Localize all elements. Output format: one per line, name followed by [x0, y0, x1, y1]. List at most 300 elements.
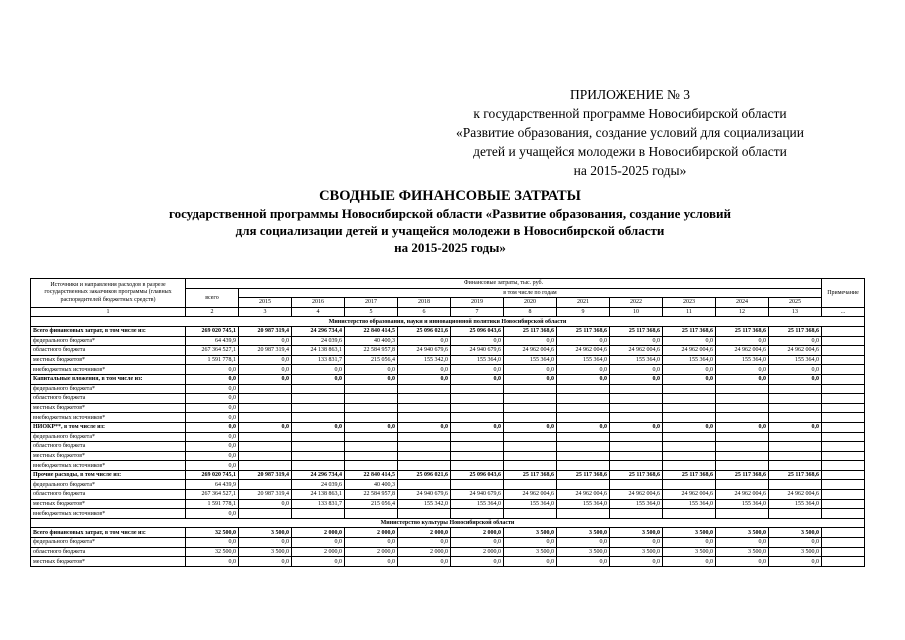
row-label: Капитальные вложения, в том числе из:	[31, 374, 186, 384]
row-year-value: 0,0	[239, 538, 292, 548]
row-year-value: 24 940 679,6	[451, 490, 504, 500]
row-year-value: 3 500,0	[716, 528, 769, 538]
row-year-value: 25 117 368,6	[504, 470, 557, 480]
row-year-value	[504, 461, 557, 471]
row-year-value: 0,0	[716, 336, 769, 346]
row-year-value	[557, 403, 610, 413]
header-by-year: в том числе по годам	[239, 288, 822, 298]
row-year-value	[292, 413, 345, 423]
row-year-value	[610, 403, 663, 413]
row-year-value	[716, 451, 769, 461]
header-total: всего	[186, 288, 239, 307]
title-line: на 2015-2025 годы»	[394, 240, 506, 255]
table-row	[31, 509, 865, 519]
title-line: для социализации детей и учащейся молодежи в Новосибирской области	[235, 223, 665, 238]
row-year-value: 0,0	[239, 365, 292, 375]
header-year: 2019	[451, 298, 504, 308]
row-year-value: 3 500,0	[663, 528, 716, 538]
row-year-value	[451, 413, 504, 423]
row-year-value: 0,0	[292, 374, 345, 384]
header-note: Примечание	[822, 279, 865, 308]
row-year-value	[769, 403, 822, 413]
row-year-value	[504, 480, 557, 490]
row-total: 0,0	[186, 374, 239, 384]
row-year-value: 155 364,0	[663, 499, 716, 509]
row-year-value: 24 962 004,6	[504, 490, 557, 500]
table-row	[31, 451, 865, 461]
row-year-value	[239, 480, 292, 490]
document-title	[40, 188, 860, 256]
row-year-value	[451, 480, 504, 490]
row-year-value: 0,0	[557, 336, 610, 346]
row-year-value: 0,0	[557, 538, 610, 548]
row-year-value: 25 117 368,6	[716, 326, 769, 336]
row-year-value	[504, 509, 557, 519]
row-year-value: 24 138 863,1	[292, 346, 345, 356]
row-year-value: 133 831,7	[292, 355, 345, 365]
table-row	[31, 557, 865, 567]
row-year-value	[663, 480, 716, 490]
table-row	[31, 355, 865, 365]
row-year-value	[504, 384, 557, 394]
row-year-value	[239, 432, 292, 442]
row-year-value	[292, 394, 345, 404]
row-year-value	[557, 384, 610, 394]
header-column-number: 10	[610, 307, 663, 317]
row-year-value	[451, 384, 504, 394]
table-row	[31, 346, 865, 356]
row-year-value: 155 342,0	[398, 355, 451, 365]
table-row	[31, 547, 865, 557]
row-year-value: 3 500,0	[610, 547, 663, 557]
table-row	[31, 461, 865, 471]
row-year-value	[504, 432, 557, 442]
row-year-value	[292, 384, 345, 394]
appendix-line: ПРИЛОЖЕНИЕ № 3	[569, 87, 691, 102]
table-row	[31, 326, 865, 336]
row-year-value: 0,0	[504, 365, 557, 375]
row-year-value	[769, 442, 822, 452]
table-row	[31, 490, 865, 500]
row-year-value	[610, 509, 663, 519]
row-year-value	[504, 442, 557, 452]
header-year: 2020	[504, 298, 557, 308]
row-label: федерального бюджета*	[31, 538, 186, 548]
row-year-value: 2 000,0	[398, 547, 451, 557]
row-year-value	[451, 403, 504, 413]
row-note	[822, 355, 865, 365]
row-year-value: 0,0	[292, 422, 345, 432]
header-year: 2016	[292, 298, 345, 308]
row-year-value	[716, 442, 769, 452]
header-column-number: 1	[31, 307, 186, 317]
row-year-value: 2 000,0	[345, 547, 398, 557]
table-row	[31, 403, 865, 413]
row-year-value: 25 117 368,6	[557, 326, 610, 336]
row-note	[822, 394, 865, 404]
row-total: 269 020 745,1	[186, 470, 239, 480]
table-row	[31, 365, 865, 375]
row-label: внебюджетных источников*	[31, 413, 186, 423]
row-note	[822, 451, 865, 461]
row-total: 32 500,0	[186, 528, 239, 538]
row-year-value: 0,0	[398, 422, 451, 432]
row-year-value: 0,0	[239, 557, 292, 567]
row-year-value: 25 117 368,6	[769, 326, 822, 336]
table-row	[31, 374, 865, 384]
row-year-value: 24 138 863,1	[292, 490, 345, 500]
row-year-value	[610, 394, 663, 404]
row-year-value: 0,0	[504, 538, 557, 548]
header-year: 2015	[239, 298, 292, 308]
row-year-value: 2 000,0	[345, 528, 398, 538]
row-year-value	[239, 442, 292, 452]
row-year-value	[769, 451, 822, 461]
row-year-value: 24 962 004,6	[663, 490, 716, 500]
row-year-value: 3 500,0	[239, 547, 292, 557]
row-year-value: 25 096 021,6	[398, 470, 451, 480]
row-year-value: 0,0	[345, 422, 398, 432]
row-year-value: 24 962 004,6	[769, 490, 822, 500]
row-year-value: 0,0	[239, 499, 292, 509]
header-column-number: 8	[504, 307, 557, 317]
row-label: федерального бюджета*	[31, 480, 186, 490]
row-label: внебюджетных источников*	[31, 365, 186, 375]
row-year-value: 20 987 319,4	[239, 470, 292, 480]
header-year: 2018	[398, 298, 451, 308]
row-year-value: 24 039,6	[292, 480, 345, 490]
row-total: 64 439,9	[186, 336, 239, 346]
row-year-value: 0,0	[557, 365, 610, 375]
row-year-value	[663, 461, 716, 471]
row-year-value: 3 500,0	[557, 547, 610, 557]
row-year-value: 20 987 319,4	[239, 346, 292, 356]
header-year: 2021	[557, 298, 610, 308]
row-year-value: 0,0	[769, 336, 822, 346]
row-year-value	[398, 403, 451, 413]
row-note	[822, 461, 865, 471]
row-year-value: 155 364,0	[451, 499, 504, 509]
row-year-value: 22 584 957,8	[345, 490, 398, 500]
row-year-value	[292, 403, 345, 413]
row-total: 64 439,9	[186, 480, 239, 490]
row-year-value: 155 364,0	[769, 499, 822, 509]
header-numbers-row	[31, 307, 865, 317]
row-year-value	[557, 480, 610, 490]
row-year-value	[398, 432, 451, 442]
row-year-value	[451, 451, 504, 461]
header-year: 2017	[345, 298, 398, 308]
row-year-value: 3 500,0	[239, 528, 292, 538]
row-year-value: 0,0	[557, 557, 610, 567]
row-year-value: 0,0	[451, 336, 504, 346]
row-year-value: 155 364,0	[504, 355, 557, 365]
row-year-value: 0,0	[716, 538, 769, 548]
row-note	[822, 470, 865, 480]
title-line: СВОДНЫЕ ФИНАНСОВЫЕ ЗАТРАТЫ	[319, 188, 581, 204]
row-year-value	[716, 461, 769, 471]
row-year-value: 0,0	[451, 374, 504, 384]
row-label: местных бюджетов*	[31, 355, 186, 365]
table-row	[31, 480, 865, 490]
row-year-value: 0,0	[239, 336, 292, 346]
header-year: 2022	[610, 298, 663, 308]
row-year-value	[398, 384, 451, 394]
row-label: внебюджетных источников*	[31, 509, 186, 519]
table-row	[31, 384, 865, 394]
row-year-value: 0,0	[451, 538, 504, 548]
row-year-value	[292, 451, 345, 461]
row-total: 0,0	[186, 557, 239, 567]
row-year-value	[451, 461, 504, 471]
row-year-value	[663, 384, 716, 394]
row-year-value	[345, 413, 398, 423]
row-year-value: 0,0	[345, 374, 398, 384]
row-year-value	[769, 384, 822, 394]
row-year-value	[663, 442, 716, 452]
row-year-value: 155 364,0	[451, 355, 504, 365]
row-year-value: 155 342,0	[398, 499, 451, 509]
row-note	[822, 326, 865, 336]
row-year-value: 0,0	[345, 365, 398, 375]
row-year-value	[663, 509, 716, 519]
row-total: 0,0	[186, 538, 239, 548]
row-note	[822, 374, 865, 384]
row-year-value	[716, 384, 769, 394]
header-column-number: ...	[822, 307, 865, 317]
row-year-value	[239, 384, 292, 394]
row-year-value	[769, 461, 822, 471]
row-year-value: 0,0	[663, 422, 716, 432]
row-total: 267 364 527,1	[186, 346, 239, 356]
table-row	[31, 432, 865, 442]
row-year-value	[610, 442, 663, 452]
row-year-value: 22 840 414,5	[345, 470, 398, 480]
table-body	[31, 317, 865, 566]
row-year-value: 0,0	[769, 365, 822, 375]
row-year-value: 0,0	[239, 355, 292, 365]
row-year-value	[345, 394, 398, 404]
header-column-number: 4	[292, 307, 345, 317]
row-year-value	[716, 432, 769, 442]
row-year-value	[451, 442, 504, 452]
row-note	[822, 365, 865, 375]
row-year-value	[239, 451, 292, 461]
row-note	[822, 403, 865, 413]
row-year-value: 3 500,0	[504, 528, 557, 538]
row-year-value	[345, 384, 398, 394]
row-note	[822, 432, 865, 442]
header-column-number: 11	[663, 307, 716, 317]
row-label: Прочие расходы, в том числе из:	[31, 470, 186, 480]
row-note	[822, 346, 865, 356]
row-year-value: 3 500,0	[557, 528, 610, 538]
row-year-value	[398, 413, 451, 423]
row-year-value: 24 962 004,6	[557, 346, 610, 356]
row-year-value	[345, 403, 398, 413]
row-label: федерального бюджета*	[31, 432, 186, 442]
row-total: 0,0	[186, 403, 239, 413]
row-year-value	[398, 442, 451, 452]
row-total: 1 591 778,1	[186, 355, 239, 365]
row-year-value: 0,0	[292, 365, 345, 375]
row-label: НИОКР**, в том числе из:	[31, 422, 186, 432]
row-year-value	[663, 451, 716, 461]
row-year-value	[345, 461, 398, 471]
row-year-value	[769, 432, 822, 442]
row-year-value: 0,0	[769, 374, 822, 384]
row-year-value	[504, 413, 557, 423]
row-label: федерального бюджета*	[31, 384, 186, 394]
row-label: Всего финансовых затрат, в том числе из:	[31, 326, 186, 336]
header-column-number: 3	[239, 307, 292, 317]
header-column-number: 2	[186, 307, 239, 317]
row-year-value	[292, 442, 345, 452]
row-total: 0,0	[186, 461, 239, 471]
row-year-value: 0,0	[345, 557, 398, 567]
header-column-number: 6	[398, 307, 451, 317]
row-year-value: 155 364,0	[769, 355, 822, 365]
header-column-number: 9	[557, 307, 610, 317]
row-year-value: 24 962 004,6	[610, 346, 663, 356]
row-year-value	[610, 461, 663, 471]
row-note	[822, 499, 865, 509]
row-year-value	[239, 461, 292, 471]
row-year-value: 3 500,0	[610, 528, 663, 538]
row-total: 0,0	[186, 384, 239, 394]
row-year-value: 24 962 004,6	[557, 490, 610, 500]
row-year-value: 155 364,0	[610, 499, 663, 509]
row-year-value	[557, 432, 610, 442]
row-label: местных бюджетов*	[31, 451, 186, 461]
row-year-value	[292, 509, 345, 519]
row-year-value: 25 117 368,6	[610, 326, 663, 336]
row-year-value: 0,0	[504, 374, 557, 384]
row-year-value: 24 940 679,6	[398, 490, 451, 500]
row-total: 0,0	[186, 394, 239, 404]
row-year-value: 25 096 043,6	[451, 470, 504, 480]
row-year-value: 0,0	[716, 374, 769, 384]
header-year: 2023	[663, 298, 716, 308]
row-year-value: 0,0	[504, 336, 557, 346]
row-total: 0,0	[186, 432, 239, 442]
row-year-value: 0,0	[716, 365, 769, 375]
row-year-value	[504, 394, 557, 404]
row-note	[822, 422, 865, 432]
appendix-block	[380, 85, 880, 180]
row-year-value	[345, 432, 398, 442]
row-year-value: 3 500,0	[504, 547, 557, 557]
row-year-value: 2 000,0	[451, 547, 504, 557]
header-column-number: 12	[716, 307, 769, 317]
row-year-value: 25 117 368,6	[769, 470, 822, 480]
row-year-value: 24 940 679,6	[451, 346, 504, 356]
row-label: местных бюджетов*	[31, 403, 186, 413]
row-year-value: 20 987 319,4	[239, 326, 292, 336]
row-year-value: 40 400,3	[345, 336, 398, 346]
row-year-value	[716, 394, 769, 404]
row-year-value	[451, 432, 504, 442]
row-year-value	[239, 509, 292, 519]
row-year-value	[663, 403, 716, 413]
row-year-value: 24 296 734,4	[292, 470, 345, 480]
row-total: 267 364 527,1	[186, 490, 239, 500]
row-year-value: 0,0	[663, 336, 716, 346]
row-year-value: 215 056,4	[345, 499, 398, 509]
row-note	[822, 509, 865, 519]
row-year-value: 0,0	[663, 374, 716, 384]
row-note	[822, 336, 865, 346]
row-year-value: 0,0	[292, 557, 345, 567]
row-year-value: 0,0	[557, 422, 610, 432]
row-year-value	[769, 480, 822, 490]
row-year-value	[557, 461, 610, 471]
row-year-value	[292, 461, 345, 471]
row-year-value: 2 000,0	[451, 528, 504, 538]
header-source: Источники и направления расходов в разрезе государственных заказчиков программы (главных распорядителей бюджетных средств)	[31, 279, 186, 308]
row-year-value	[769, 413, 822, 423]
row-year-value	[610, 480, 663, 490]
row-year-value: 155 364,0	[504, 499, 557, 509]
row-year-value: 0,0	[398, 374, 451, 384]
row-year-value	[398, 451, 451, 461]
row-year-value: 0,0	[398, 336, 451, 346]
row-year-value: 0,0	[451, 365, 504, 375]
section-title: Министерство культуры Новосибирской области	[31, 518, 865, 528]
row-year-value: 0,0	[557, 374, 610, 384]
row-year-value: 0,0	[610, 557, 663, 567]
row-year-value: 3 500,0	[769, 547, 822, 557]
row-year-value: 24 039,6	[292, 336, 345, 346]
header-column-number: 7	[451, 307, 504, 317]
table-row	[31, 470, 865, 480]
row-year-value	[716, 509, 769, 519]
row-year-value: 0,0	[769, 557, 822, 567]
row-year-value	[610, 432, 663, 442]
row-year-value: 25 117 368,6	[716, 470, 769, 480]
row-label: областного бюджета	[31, 394, 186, 404]
row-year-value	[663, 432, 716, 442]
row-year-value	[716, 403, 769, 413]
appendix-line: «Развитие образования, создание условий для социализации	[455, 125, 805, 140]
row-year-value	[292, 432, 345, 442]
row-year-value	[716, 480, 769, 490]
row-year-value: 155 364,0	[557, 355, 610, 365]
row-year-value: 24 962 004,6	[610, 490, 663, 500]
row-year-value: 0,0	[398, 557, 451, 567]
row-year-value	[557, 451, 610, 461]
financial-costs-table	[30, 278, 865, 567]
title-line: государственной программы Новосибирской области «Развитие образования, создание условий	[168, 206, 732, 221]
row-year-value: 155 364,0	[663, 355, 716, 365]
row-year-value: 24 940 679,6	[398, 346, 451, 356]
row-year-value	[610, 451, 663, 461]
row-year-value: 22 840 414,5	[345, 326, 398, 336]
row-year-value: 24 962 004,6	[663, 346, 716, 356]
row-year-value: 0,0	[663, 365, 716, 375]
header-year: 2024	[716, 298, 769, 308]
row-year-value: 0,0	[239, 422, 292, 432]
table-row	[31, 538, 865, 548]
row-year-value	[610, 413, 663, 423]
row-year-value: 25 117 368,6	[663, 470, 716, 480]
row-year-value: 2 000,0	[292, 528, 345, 538]
row-note	[822, 547, 865, 557]
header-year: 2025	[769, 298, 822, 308]
header-column-number: 5	[345, 307, 398, 317]
row-year-value: 3 500,0	[769, 528, 822, 538]
row-label: областного бюджета	[31, 442, 186, 452]
